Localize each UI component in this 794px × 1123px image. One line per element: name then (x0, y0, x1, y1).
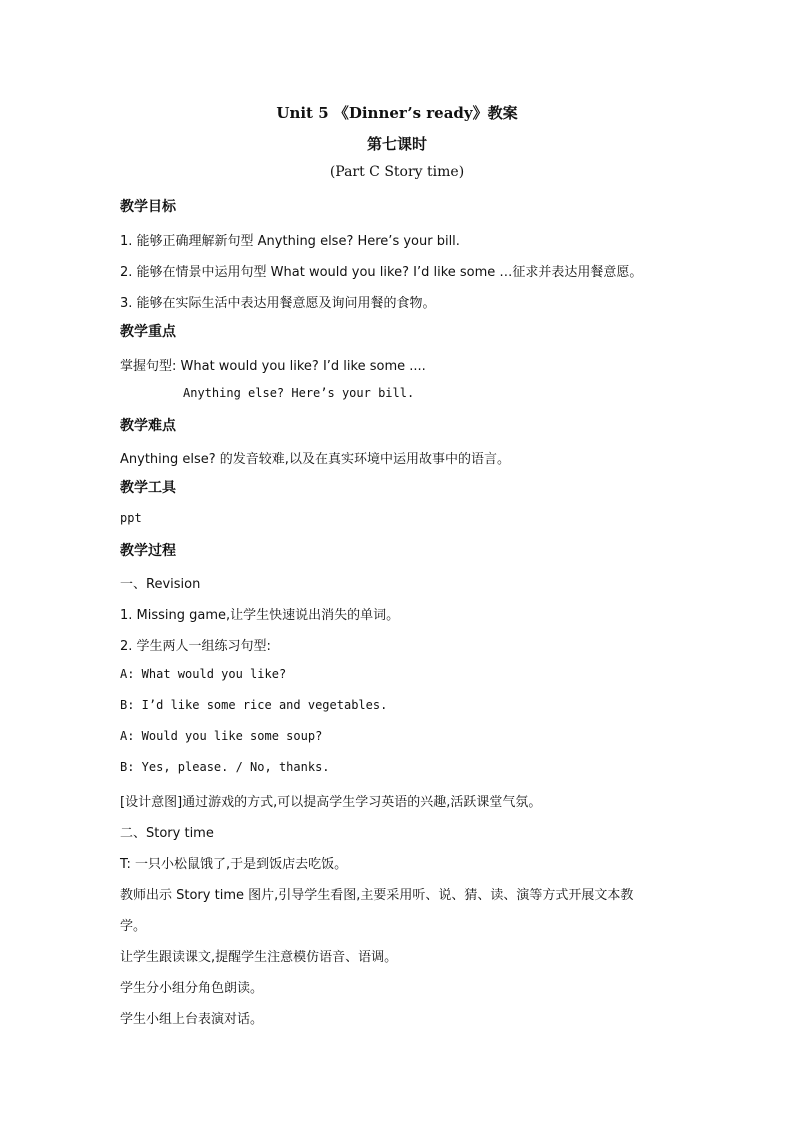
difficulties-heading: 教学难点 (120, 418, 176, 434)
lesson-part: (Part C Story time) (329, 164, 465, 180)
revision-item: 1. Missing game,让学生快速说出消失的单词。 (120, 608, 400, 623)
perform-instruction: 学生小组上台表演对话。 (120, 1012, 264, 1027)
difficulties-text: Anything else? 的发音较难,以及在真实环境中运用故事中的语言。 (120, 452, 510, 467)
dialog-line: B: Yes, please. / No, thanks. (120, 760, 330, 774)
key-points-line: Anything else? Here’s your bill. (183, 386, 415, 400)
teacher-instruction: 学。 (120, 919, 147, 934)
section-story-time: 二、Story time (120, 826, 214, 841)
document-title: Unit 5 《Dinner’s ready》教案 (276, 104, 518, 122)
lesson-number: 第七课时 (366, 135, 427, 153)
teacher-instruction: 教师出示 Story time 图片,引导学生看图,主要采用听、说、猜、读、演等方式开展文本教 (120, 888, 634, 903)
key-points-line: 掌握句型: What would you like? I’d like some .... (120, 359, 426, 374)
dialog-line: A: What would you like? (120, 667, 287, 681)
tools-heading: 教学工具 (120, 480, 176, 496)
objective-item: 3. 能够在实际生活中表达用餐意愿及询问用餐的食物。 (120, 296, 436, 311)
section-revision: 一、Revision (120, 577, 201, 592)
follow-read-instruction: 让学生跟读课文,提醒学生注意模仿语音、语调。 (120, 950, 398, 965)
dialog-line: A: Would you like some soup? (120, 729, 323, 743)
objective-item: 1. 能够正确理解新句型 Anything else? Here’s your bill. (120, 234, 460, 249)
key-points-heading: 教学重点 (120, 324, 176, 340)
design-intent: [设计意图]通过游戏的方式,可以提高学生学习英语的兴趣,活跃课堂气氛。 (120, 795, 542, 810)
revision-item: 2. 学生两人一组练习句型: (120, 639, 271, 654)
objective-item: 2. 能够在情景中运用句型 What would you like? I’d like some …征求并表达用餐意愿。 (120, 265, 643, 280)
dialog-line: B: I’d like some rice and vegetables. (120, 698, 388, 712)
objectives-heading: 教学目标 (120, 199, 176, 215)
group-read-instruction: 学生分小组分角色朗读。 (120, 981, 264, 996)
teacher-line: T: 一只小松鼠饿了,于是到饭店去吃饭。 (120, 857, 348, 872)
tools-text: ppt (120, 511, 142, 525)
process-heading: 教学过程 (120, 543, 176, 559)
